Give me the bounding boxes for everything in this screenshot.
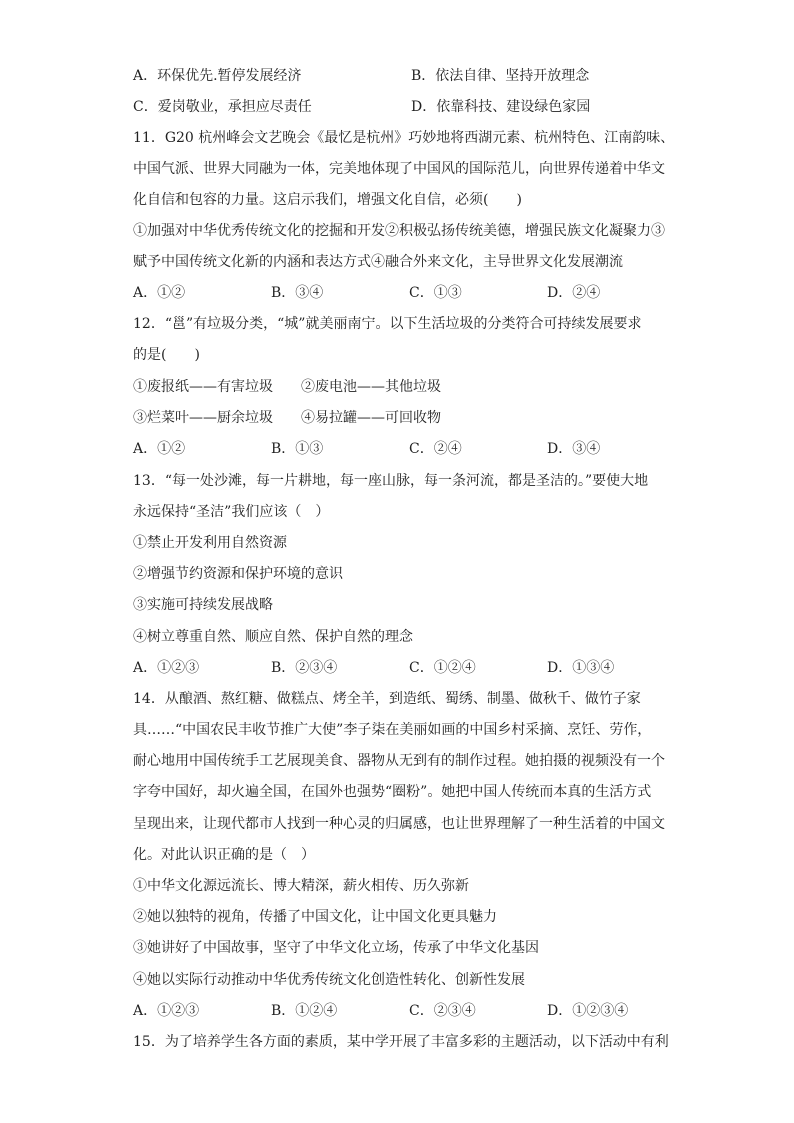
q15-stem-line: 15．为了培养学生各方面的素质，某中学开展了丰富多彩的主题活动，以下活动中有利 <box>133 1034 669 1050</box>
q14-stem-line: 14．从酿酒、熬红糖、做糕点、烤全羊，到造纸、蜀绣、制墨、做秋千、做竹子家 <box>133 691 641 707</box>
q14-option-c: C．②③④ <box>409 1003 476 1019</box>
q14-option-b: B．①②④ <box>271 1003 338 1019</box>
q12-option-b: B．①③ <box>271 441 324 457</box>
q13-statement: ④树立尊重自然、顺应自然、保护自然的理念 <box>133 629 413 645</box>
q13-option-a: A．①②③ <box>133 660 200 676</box>
q14-statement: ④她以实际行动推动中华优秀传统文化创造性转化、创新性发展 <box>133 972 525 988</box>
q13-stem-line: 永远保持“圣洁”我们应该（ ） <box>133 504 330 520</box>
q14-stem-line: 字夸中国好，却火遍全国，在国外也强势“圈粉”。她把中国人传统而本真的生活方式 <box>133 784 652 800</box>
q13-statement: ③实施可持续发展战略 <box>133 597 273 613</box>
q14-statement: ③她讲好了中国故事，坚守了中华文化立场，传承了中华文化基因 <box>133 940 539 956</box>
q14-stem-line: 化。对此认识正确的是（ ） <box>133 847 315 863</box>
q13-option-b: B．②③④ <box>271 660 338 676</box>
q10-option-d: D．依靠科技、建设绿色家园 <box>411 99 591 115</box>
q13-stem-line: 13．“每一处沙滩，每一片耕地，每一座山脉，每一条河流，都是圣洁的。”要使大地 <box>133 473 649 489</box>
q13-option-d: D．①③④ <box>547 660 615 676</box>
q11-option-a: A．①② <box>133 285 186 301</box>
q14-stem-line: 耐心地用中国传统手工艺展现美食、器物从无到有的制作过程。她拍摄的视频没有一个 <box>133 753 665 769</box>
q12-option-d: D．③④ <box>547 441 601 457</box>
q11-statements-line: 赋予中国传统文化新的内涵和表达方式④融合外来文化，主导世界文化发展潮流 <box>133 254 623 270</box>
q12-stem-line: 的是( ) <box>133 347 200 363</box>
q14-statement: ②她以独特的视角，传播了中国文化，让中国文化更具魅力 <box>133 909 497 925</box>
q11-option-c: C．①③ <box>409 285 462 301</box>
q12-stem-line: 12．“邕”有垃圾分类，“城”就美丽南宁。以下生活垃圾的分类符合可持续发展要求 <box>133 316 642 332</box>
q12-statements-line: ③烂菜叶——厨余垃圾 ④易拉罐——可回收物 <box>133 410 441 426</box>
q10-option-b: B．依法自律、坚持开放理念 <box>411 68 590 84</box>
q11-option-b: B．③④ <box>271 285 324 301</box>
q14-option-a: A．①②③ <box>133 1003 200 1019</box>
q13-statement: ①禁止开发利用自然资源 <box>133 535 287 551</box>
q11-option-d: D．②④ <box>547 285 601 301</box>
q14-stem-line: 呈现出来，让现代都市人找到一种心灵的归属感，也让世界理解了一种生活着的中国文 <box>133 816 665 832</box>
q14-stem-line: 具……“中国农民丰收节推广大使”李子柒在美丽如画的中国乡村采摘、烹饪、劳作， <box>133 722 652 738</box>
q14-option-d: D．①②③④ <box>547 1003 629 1019</box>
q12-statements-line: ①废报纸——有害垃圾 ②废电池——其他垃圾 <box>133 379 441 395</box>
q11-stem-line: 11．G20 杭州峰会文艺晚会《最忆是杭州》巧妙地将西湖元素、杭州特色、江南韵味、 <box>133 130 675 146</box>
q10-option-a: A．环保优先.暂停发展经济 <box>133 68 302 84</box>
q12-option-c: C．②④ <box>409 441 462 457</box>
q13-option-c: C．①②④ <box>409 660 476 676</box>
q10-option-c: C．爱岗敬业，承担应尽责任 <box>133 99 312 115</box>
q13-statement: ②增强节约资源和保护环境的意识 <box>133 566 343 582</box>
q11-statements-line: ①加强对中华优秀传统文化的挖掘和开发②积极弘扬传统美德，增强民族文化凝聚力③ <box>133 223 665 239</box>
q12-option-a: A．①② <box>133 441 186 457</box>
q11-stem-line: 中国气派、世界大同融为一体，完美地体现了中国风的国际范儿，向世界传递着中华文 <box>133 161 665 177</box>
q14-statement: ①中华文化源远流长、博大精深，薪火相传、历久弥新 <box>133 878 469 894</box>
q11-stem-line: 化自信和包容的力量。这启示我们，增强文化自信，必须( ) <box>133 192 522 208</box>
